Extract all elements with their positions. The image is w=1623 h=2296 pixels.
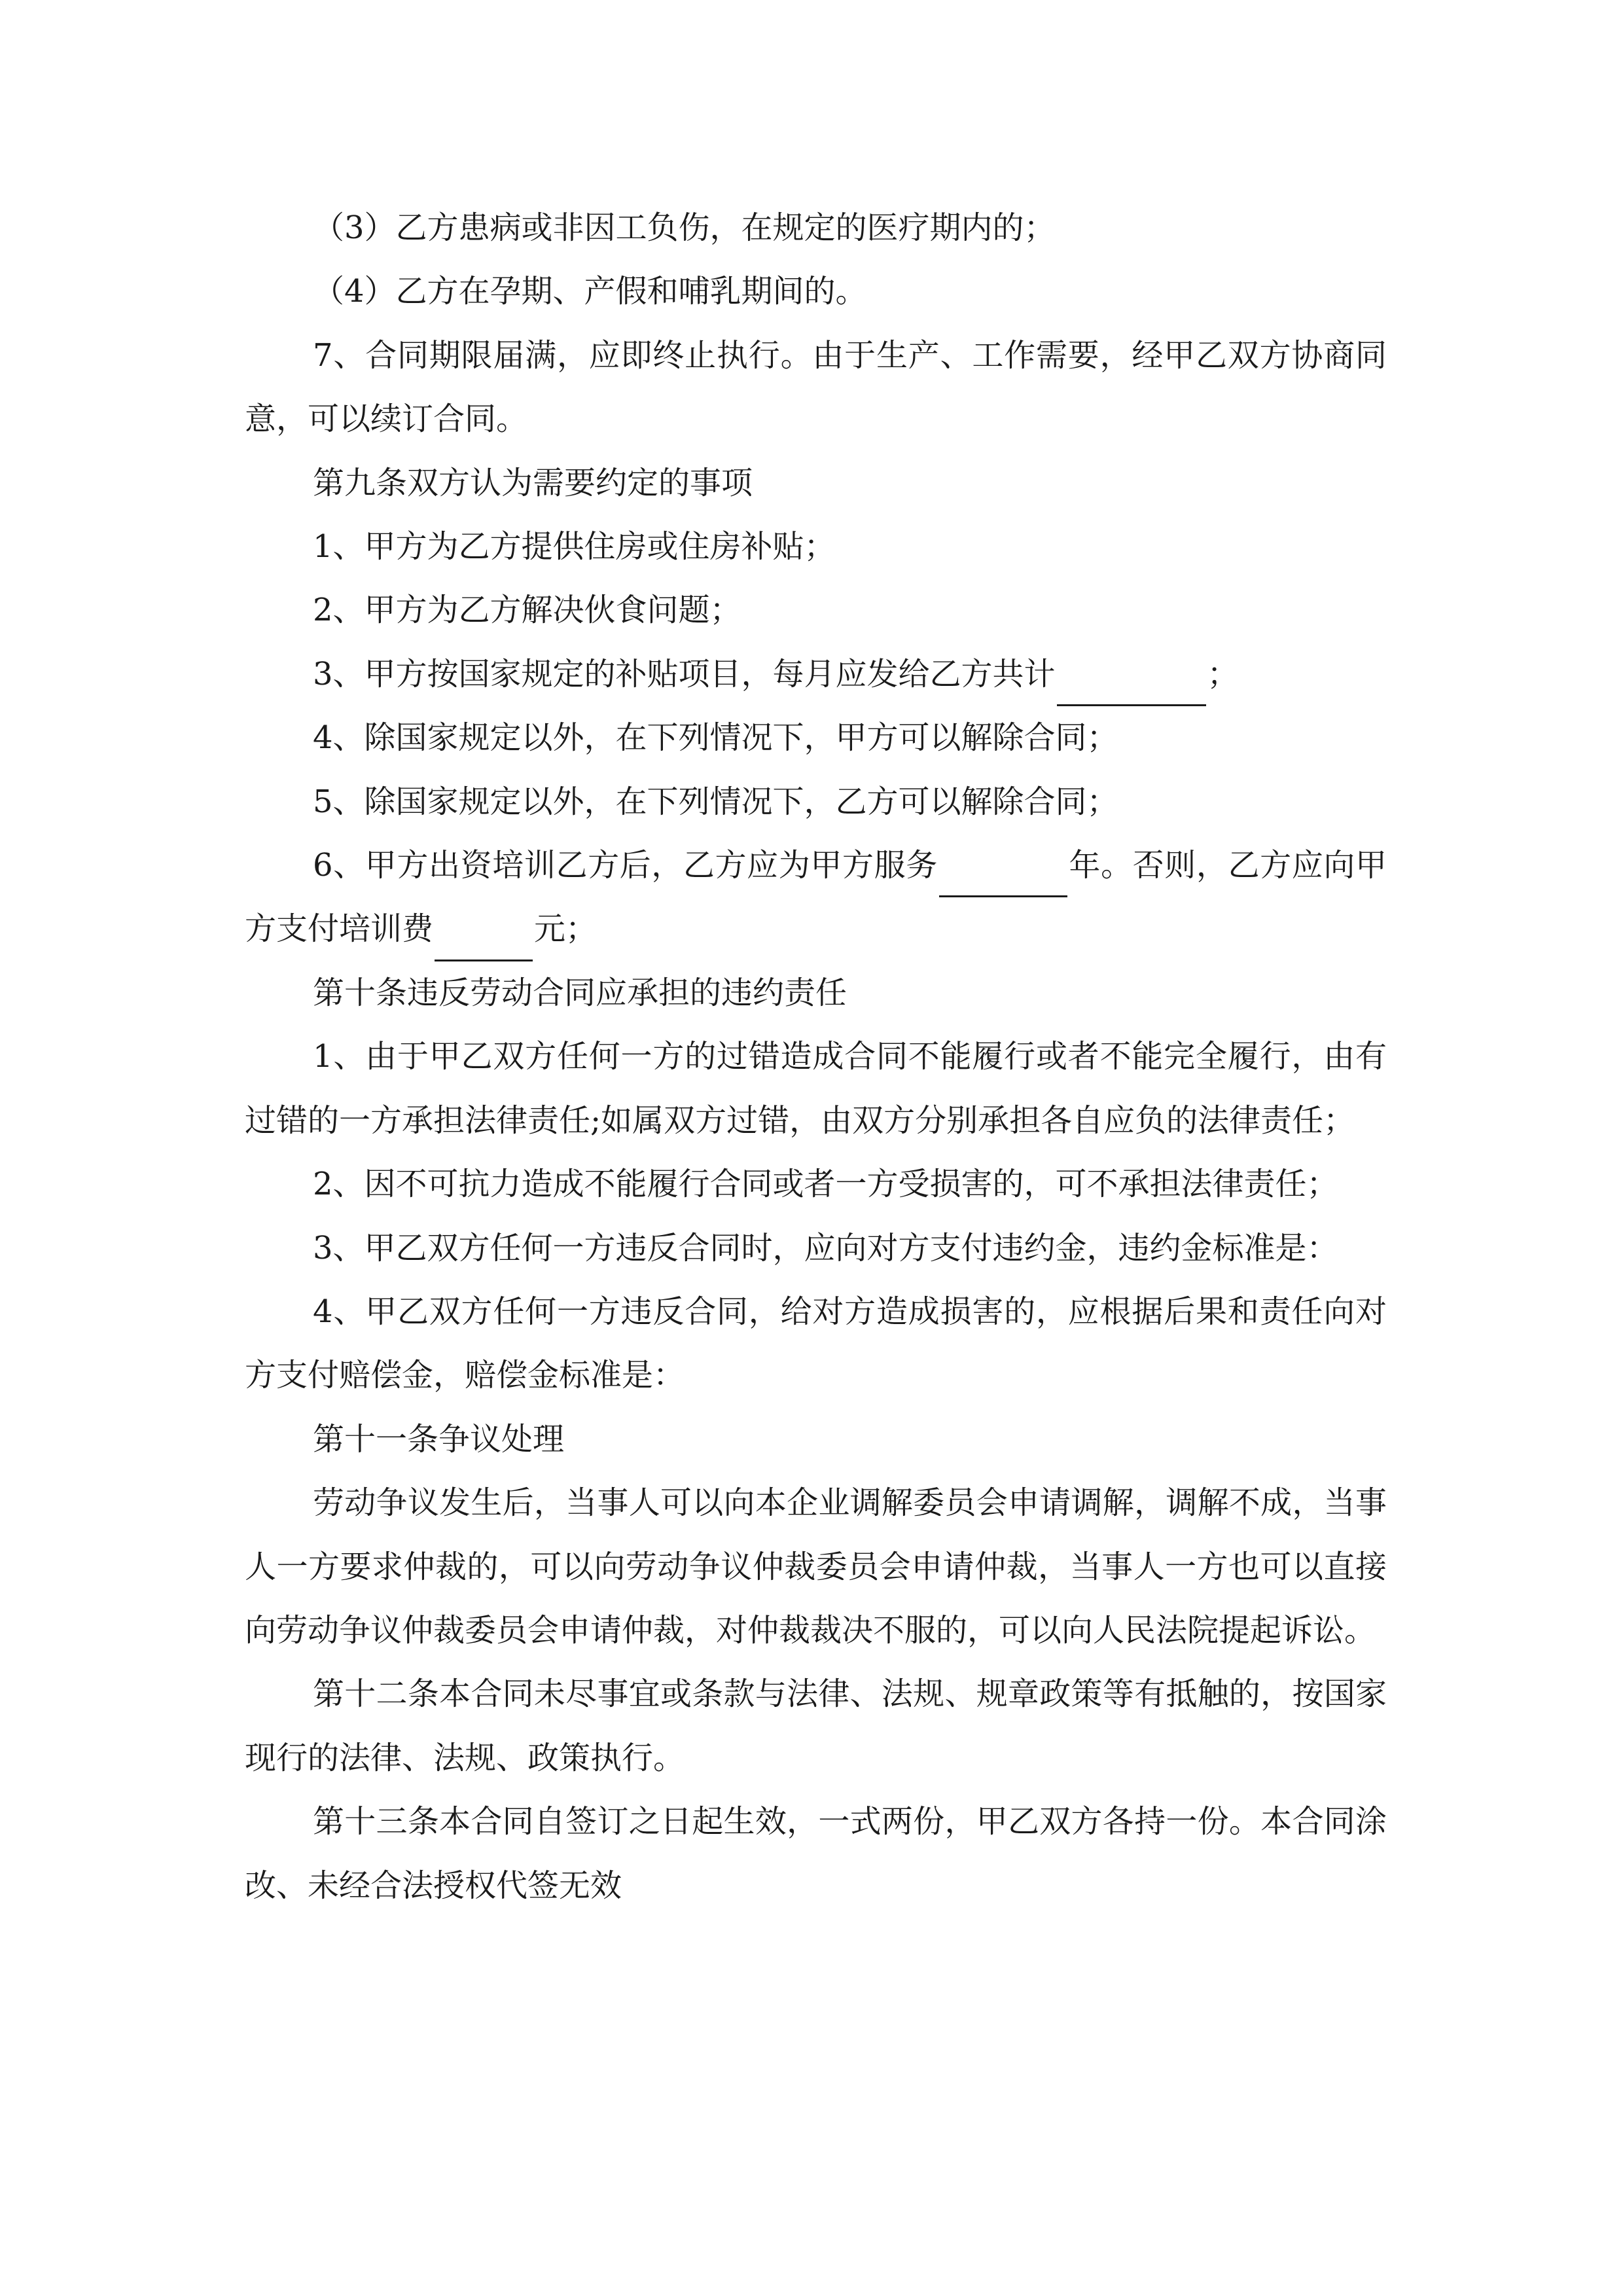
paragraph-text: 劳动争议发生后，当事人可以向本企业调解委员会申请调解，调解不成，当事人一方要求仲裁的，可以向劳动争议仲裁委员会申请仲裁，当事人一方也可以直接向劳动争议仲裁委员会申请仲裁，对仲裁裁决不服的，可以向人民法院提起诉讼。	[245, 1484, 1387, 1649]
paragraph-text: 2、因不可抗力造成不能履行合同或者一方受损害的，可不承担法律责任；	[313, 1166, 1338, 1203]
clause-item-4-pregnancy	[245, 260, 1387, 323]
subsidy-amount-blank[interactable]	[1057, 666, 1206, 706]
article-10-heading	[245, 961, 1387, 1025]
service-years-blank[interactable]	[939, 857, 1067, 897]
article-11-heading	[245, 1408, 1387, 1471]
article-9-item-2	[245, 579, 1387, 642]
section-heading: 第十一条争议处理	[313, 1420, 565, 1458]
article-9-item-6	[245, 834, 1387, 961]
document-body	[245, 196, 1387, 1918]
paragraph-text: 2、甲方为乙方解决伙食问题；	[313, 592, 741, 629]
paragraph-text: 5、除国家规定以外，在下列情况下，乙方可以解除合同；	[313, 783, 1118, 820]
training-fee-blank[interactable]	[435, 922, 533, 961]
clause-item-3-illness	[245, 196, 1387, 260]
article-13-body	[245, 1790, 1387, 1918]
paragraph-text: 3、甲乙双方任何一方违反合同时，应向对方支付违约金，违约金标准是：	[313, 1229, 1338, 1266]
article-10-item-4	[245, 1280, 1387, 1408]
section-heading: 第九条双方认为需要约定的事项	[313, 464, 753, 501]
article-10-item-2	[245, 1153, 1387, 1216]
paragraph-text: ；	[1207, 655, 1239, 692]
article-9-item-5	[245, 770, 1387, 834]
paragraph-text: 1、甲方为乙方提供住房或住房补贴；	[313, 528, 836, 565]
paragraph-text: （4）乙方在孕期、产假和哺乳期间的。	[313, 273, 867, 310]
paragraph-text: 元；	[534, 910, 597, 948]
paragraph-text: 年。否则，乙方应向甲方支付培训费	[245, 847, 1387, 948]
article-10-item-1	[245, 1025, 1387, 1153]
article-12-body	[245, 1662, 1387, 1790]
paragraph-text: 4、除国家规定以外，在下列情况下，甲方可以解除合同；	[313, 719, 1118, 757]
paragraph-text: 7、合同期限届满，应即终止执行。由于生产、工作需要，经甲乙双方协商同意，可以续订合同。	[245, 336, 1387, 438]
paragraph-text: 1、由于甲乙双方任何一方的过错造成合同不能履行或者不能完全履行，由有过错的一方承担法律责任;如属双方过错，由双方分别承担各自应负的法律责任；	[245, 1038, 1387, 1139]
paragraph-text: 3、甲方按国家规定的补贴项目，每月应发给乙方共计	[313, 655, 1056, 692]
clause-item-7-contract-expiry	[245, 324, 1387, 452]
paragraph-text: 第十二条本合同未尽事宜或条款与法律、法规、规章政策等有抵触的，按国家现行的法律、法规、政策执行。	[245, 1676, 1387, 1776]
article-11-body	[245, 1471, 1387, 1662]
article-9-item-1	[245, 515, 1387, 579]
article-9-item-3	[245, 643, 1387, 706]
article-9-heading	[245, 452, 1387, 515]
paragraph-text: 第十三条本合同自签订之日起生效，一式两份，甲乙双方各持一份。本合同涂改、未经合法授权代签无效	[245, 1803, 1387, 1904]
paragraph-text: （3）乙方患病或非因工负伤，在规定的医疗期内的；	[313, 209, 1056, 246]
article-10-item-3	[245, 1217, 1387, 1280]
article-9-item-4	[245, 706, 1387, 770]
paragraph-text: 6、甲方出资培训乙方后，乙方应为甲方服务	[313, 847, 938, 884]
section-heading: 第十条违反劳动合同应承担的违约责任	[313, 974, 847, 1011]
paragraph-text: 4、甲乙双方任何一方违反合同，给对方造成损害的，应根据后果和责任向对方支付赔偿金，赔偿金标准是：	[245, 1293, 1387, 1394]
